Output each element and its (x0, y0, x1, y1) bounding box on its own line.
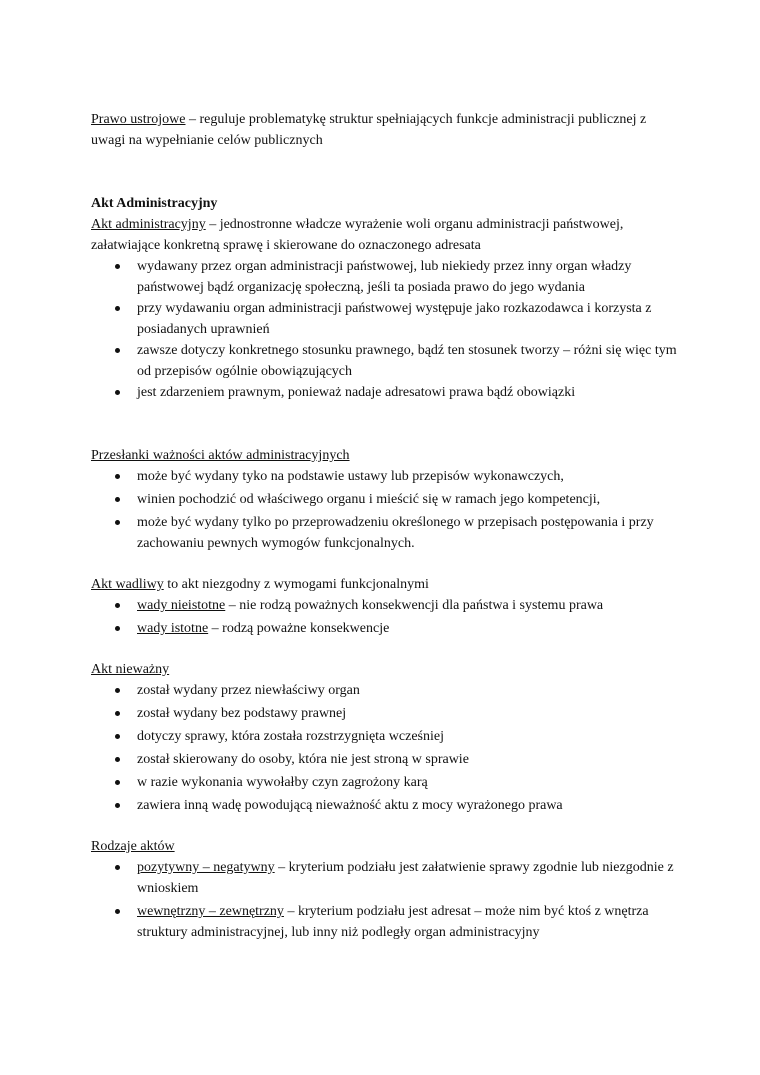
item-term: wady nieistotne (137, 598, 226, 613)
item-term: wady istotne (137, 621, 209, 636)
list-item: przy wydawaniu organ administracji państwowej występuje jako rozkazodawca i korzysta z posiadanych uprawnień (91, 298, 681, 340)
list-item: zawsze dotyczy konkretnego stosunku prawnego, bądź ten stosunek tworzy – różni się więc tym od przepisów ogólnie obowiązujących (91, 340, 681, 382)
list-item: winien pochodzić od właściwego organu i mieścić się w ramach jego kompetencji, (91, 489, 681, 510)
przeslanki-section (91, 445, 681, 554)
item-text: – kryterium podziału jest adresat – może nim być ktoś z wnętrza struktury administracyjnej, lub inny niż podległy organ administracyjny (137, 904, 649, 940)
intro-paragraph (91, 109, 681, 151)
list-item: w razie wykonania wywołałby czyn zagrożony karą (91, 772, 681, 793)
niewazny-list (91, 680, 681, 816)
list-item: został skierowany do osoby, która nie jest stroną w sprawie (91, 749, 681, 770)
akt-section (91, 193, 681, 403)
wadliwy-list (91, 595, 681, 639)
akt-term: Akt administracyjny (91, 217, 206, 232)
wadliwy-text: to akt niezgodny z wymogami funkcjonalnymi (163, 577, 429, 592)
list-item: może być wydany tylko po przeprowadzeniu określonego w przepisach postępowania i przy zachowaniu pewnych wymogów funkcjonalnych. (91, 512, 681, 554)
wadliwy-definition (91, 574, 681, 595)
akt-definition-text: – jednostronne władcze wyrażenie woli organu administracji państwowej, załatwiające konkretną sprawę i skierowane do oznaczonego adresata (91, 217, 624, 253)
list-item (91, 857, 681, 899)
rodzaje-section (91, 836, 681, 943)
niewazny-section (91, 659, 681, 816)
niewazny-heading: Akt nieważny (91, 662, 170, 677)
list-item (91, 618, 681, 639)
akt-definition (91, 214, 681, 256)
list-item: został wydany bez podstawy prawnej (91, 703, 681, 724)
wadliwy-section (91, 574, 681, 639)
wadliwy-term: Akt wadliwy (91, 577, 164, 592)
intro-term: Prawo ustrojowe (91, 112, 186, 127)
list-item: dotyczy sprawy, która została rozstrzygnięta wcześniej (91, 726, 681, 747)
przeslanki-list (91, 466, 681, 554)
intro-text: – reguluje problematykę struktur spełniających funkcje administracji publicznej z uwagi na wypełnianie celów publicznych (91, 112, 647, 148)
list-item: wydawany przez organ administracji państwowej, lub niekiedy przez inny organ władzy państwowej bądź organizację społeczną, jeśli ta posiada prawo do jego wydania (91, 256, 681, 298)
list-item (91, 595, 681, 616)
list-item (91, 901, 681, 943)
rodzaje-list (91, 857, 681, 943)
list-item: jest zdarzeniem prawnym, ponieważ nadaje adresatowi prawa bądź obowiązki (91, 382, 681, 403)
przeslanki-heading: Przesłanki ważności aktów administracyjnych (91, 448, 350, 463)
list-item: zawiera inną wadę powodującą nieważność aktu z mocy wyrażonego prawa (91, 795, 681, 816)
item-term: wewnętrzny – zewnętrzny (137, 904, 284, 919)
item-text: – rodzą poważne konsekwencje (208, 621, 390, 636)
item-text: – nie rodzą poważnych konsekwencji dla państwa i systemu prawa (225, 598, 604, 613)
rodzaje-heading: Rodzaje aktów (91, 839, 175, 854)
list-item: został wydany przez niewłaściwy organ (91, 680, 681, 701)
item-term: pozytywny – negatywny (137, 860, 275, 875)
document-page (91, 109, 681, 945)
list-item: może być wydany tyko na podstawie ustawy lub przepisów wykonawczych, (91, 466, 681, 487)
akt-heading: Akt Administracyjny (91, 196, 218, 211)
akt-list (91, 256, 681, 403)
item-text: – kryterium podziału jest załatwienie sprawy zgodnie lub niezgodnie z wnioskiem (137, 860, 674, 896)
